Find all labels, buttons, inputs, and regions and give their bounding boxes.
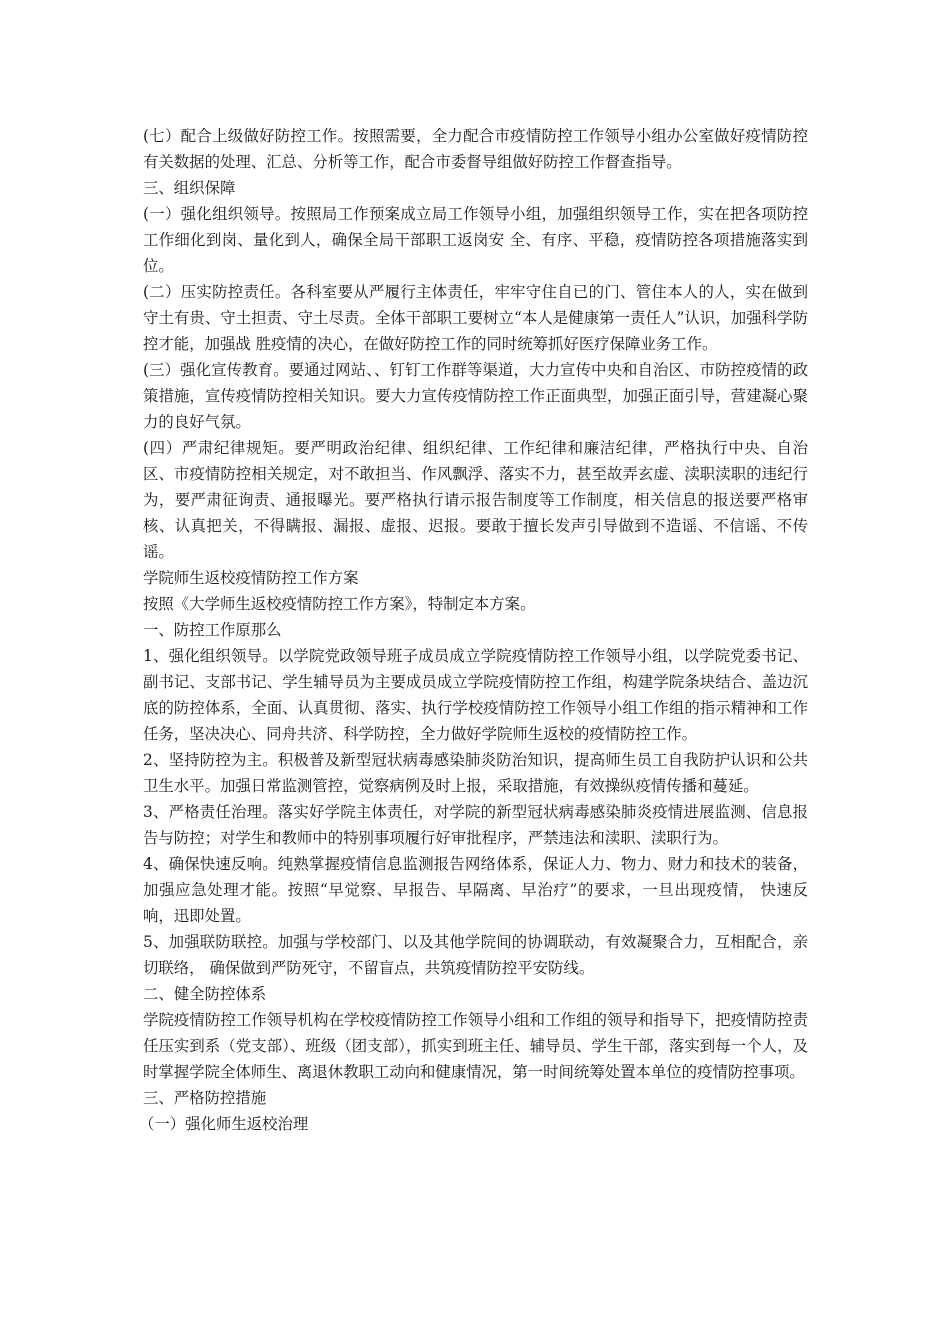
heading-principles: 一、防控工作原那么: [143, 621, 282, 639]
paragraph-one-leadership: (一）强化组织领导。按照局工作预案成立局工作领导小组，加强组织领导工作，实在把各项防控工作细化到岗、量化到人，确保全局干部职工返岗安 全、有序、平稳，疫情防控各项措施落实到位。: [143, 205, 808, 275]
paragraph-principle-1: 1、强化组织领导。以学院党政领导班子成员成立学院疫情防控工作领导小组，以学院党委书记、副书记、支部书记、学生辅导员为主要成员成立学院疫情防控工作组，构建学院条块结合、盖边沉底的防控体系，全面、认真贯彻、落实、执行学校疫情防控工作领导小组工作组的指示精神和工作任务，坚决决心、同舟共济、科学防控，全力做好学院师生返校的疫情防控工作。: [143, 647, 808, 743]
paragraph-principle-4: 4、确保快速反响。纯熟掌握疫情信息监测报告网络体系，保证人力、物力、财力和技术的装备，加强应急处理才能。按照“早觉察、早报告、早隔离、早治疗”的要求，一旦出现疫情， 快速反响，迅即处置。: [143, 855, 808, 925]
paragraph-principle-3: 3、严格责任治理。落实好学院主体责任，对学院的新型冠状病毒感染肺炎疫情进展监测、信息报告与防控；对学生和教师中的特别事项履行好审批程序，严禁违法和渎职、渎职行为。: [143, 803, 808, 847]
heading-prevention-system: 二、健全防控体系: [143, 985, 267, 1003]
paragraph-three-publicity: (三）强化宣传教育。要通过网站、、钉钉工作群等渠道，大力宣传中央和自治区、市防控疫情的政策措施，宣传疫情防控相关知识。要大力宣传疫情防控工作正面典型，加强正面引导，营建凝心聚力的良好气氛。: [143, 361, 808, 431]
paragraph-four-discipline: (四）严肃纪律规矩。要严明政治纪律、组织纪律、工作纪律和廉洁纪律，严格执行中央、自治区、市疫情防控相关规定，对不敢担当、作风飘浮、落实不力，甚至故弄玄虚、渎职渎职的违纪行为，要严肃征询责、通报曝光。要严格执行请示报告制度等工作制度，相关信息的报送要严格审核、认真把关，不得瞒报、漏报、虚报、迟报。要敢于擅长发声引导做到不造谣、不信谣、不传谣。: [143, 439, 808, 561]
heading-organization-guarantee: 三、组织保障: [143, 179, 236, 197]
paragraph-principle-2: 2、坚持防控为主。积极普及新型冠状病毒感染肺炎防治知识，提高师生员工自我防护认识和公共卫生水平。加强日常监测管控，觉察病例及时上报，采取措施，有效操纵疫情传播和蔓延。: [143, 751, 808, 795]
paragraph-plan-intro: 按照《大学师生返校疫情防控工作方案》，特制定本方案。: [143, 595, 536, 613]
document-body: [139, 123, 808, 1137]
heading-strict-measures: 三、严格防控措施: [143, 1089, 267, 1107]
paragraph-two-responsibility: (二）压实防控责任。各科室要从严履行主体责任，牢牢守住自已的门、管住本人的人，实在做到守土有贵、守土担责、守土尽责。全体干部职工要树立“本人是健康第一责任人”认识，加强科学防控才能，加强战 胜疫情的决心，在做好防控工作的同时统筹抓好医疗保障业务工作。: [143, 283, 808, 353]
section-title-campus-plan: 学院师生返校疫情防控工作方案: [143, 569, 359, 587]
paragraph-prevention-system: 学院疫情防控工作领导机构在学校疫情防控工作领导小组和工作组的领导和指导下，把疫情防控责任压实到系（党支部）、班级（团支部），抓实到班主任、辅导员、学生干部，落实到每一个人，及时掌握学院全体师生、离退休教职工动向和健康情况，第一时间统筹处置本单位的疫情防控事项。: [143, 1011, 808, 1081]
paragraph-return-management: （一）强化师生返校治理: [139, 1115, 309, 1133]
paragraph-principle-5: 5、加强联防联控。加强与学校部门、以及其他学院间的协调联动，有效凝聚合力，互相配合，亲切联络， 确保做到严防死守，不留盲点，共筑疫情防控平安防线。: [143, 933, 808, 977]
paragraph-seven-cooperate: (七）配合上级做好防控工作。按照需要，全力配合市疫情防控工作领导小组办公室做好疫情防控有关数据的处理、汇总、分析等工作，配合市委督导组做好防控工作督查指导。: [143, 127, 808, 171]
